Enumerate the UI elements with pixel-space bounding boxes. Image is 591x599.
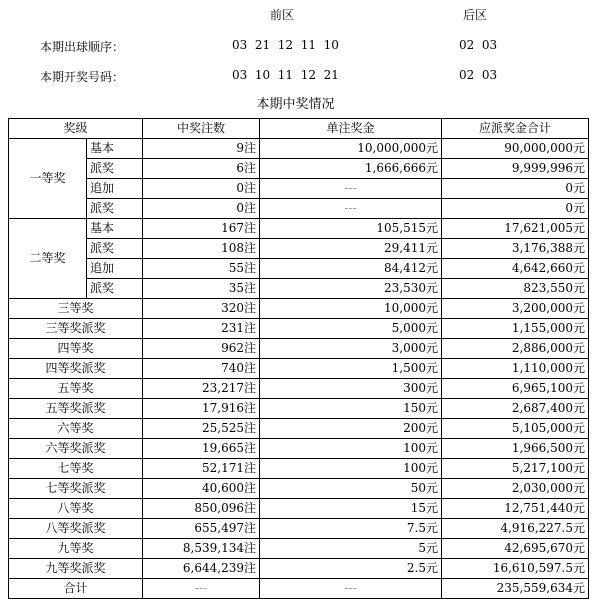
total-prize-cell: 0元 (442, 199, 589, 219)
total-prize-cell: 2,030,000元 (442, 479, 589, 499)
draw-order-front-numbers: 03 21 12 11 10 (232, 38, 339, 52)
table-row (9, 139, 589, 159)
total-label-cell: 合计 (9, 579, 143, 599)
draw-order-back-numbers: 02 03 (459, 38, 498, 52)
total-prize-cell: 2,687,400元 (442, 399, 589, 419)
single-prize-cell: 29,411元 (260, 239, 442, 259)
prize-level-cell: 四等奖派奖 (9, 359, 143, 379)
winner-count-cell: 167注 (143, 219, 260, 239)
prize-table-header-row (9, 119, 589, 139)
total-prize-cell: 3,176,388元 (442, 239, 589, 259)
table-row (9, 159, 589, 179)
table-row (9, 539, 589, 559)
winner-count-cell: 23,217注 (143, 379, 260, 399)
single-prize-cell: 105,515元 (260, 219, 442, 239)
table-row (9, 399, 589, 419)
column-header-count: 中奖注数 (143, 119, 260, 139)
single-prize-cell: 200元 (260, 419, 442, 439)
winning-front-numbers: 03 10 11 12 21 (232, 68, 339, 82)
total-prize-cell: 5,217,100元 (442, 459, 589, 479)
prize-level-cell: 七等奖派奖 (9, 479, 143, 499)
prize-sublevel-cell: 基本 (87, 219, 143, 239)
winner-count-cell: 655,497注 (143, 519, 260, 539)
prize-sublevel-cell: 追加 (87, 179, 143, 199)
total-prize-cell: 17,621,005元 (442, 219, 589, 239)
prize-sublevel-cell: 基本 (87, 139, 143, 159)
total-prize-cell: 16,610,597.5元 (442, 559, 589, 579)
total-prize-cell: 90,000,000元 (442, 139, 589, 159)
total-prize-cell: 42,695,670元 (442, 539, 589, 559)
column-header-total: 应派奖金合计 (442, 119, 589, 139)
winner-count-cell: 231注 (143, 319, 260, 339)
front-zone-label: 前区 (270, 8, 295, 22)
table-row (9, 299, 589, 319)
prize-level-cell: 三等奖派奖 (9, 319, 143, 339)
winner-count-cell: 0注 (143, 199, 260, 219)
prize-level-cell: 七等奖 (9, 459, 143, 479)
total-prize-cell: 3,200,000元 (442, 299, 589, 319)
winning-back-numbers: 02 03 (459, 68, 498, 82)
single-prize-cell: 2.5元 (260, 559, 442, 579)
column-header-prize: 单注奖金 (260, 119, 442, 139)
single-prize-cell: 23,530元 (260, 279, 442, 299)
winner-count-cell: 6,644,239注 (143, 559, 260, 579)
prize-level-cell: 九等奖派奖 (9, 559, 143, 579)
table-row (9, 279, 589, 299)
prize-sublevel-cell: 派奖 (87, 239, 143, 259)
prize-sublevel-cell: 派奖 (87, 279, 143, 299)
single-prize-cell: 10,000,000元 (260, 139, 442, 159)
table-row (9, 559, 589, 579)
prize-level-cell: 一等奖 (9, 139, 87, 219)
table-row (9, 259, 589, 279)
single-prize-cell: 300元 (260, 379, 442, 399)
single-prize-cell: 150元 (260, 399, 442, 419)
table-row (9, 379, 589, 399)
winner-count-cell: 25,525注 (143, 419, 260, 439)
prize-level-cell: 五等奖派奖 (9, 399, 143, 419)
single-prize-cell: --- (260, 579, 442, 599)
table-row (9, 419, 589, 439)
table-row (9, 499, 589, 519)
total-prize-cell: 4,642,660元 (442, 259, 589, 279)
total-row (9, 579, 589, 599)
total-prize-cell: 5,105,000元 (442, 419, 589, 439)
total-prize-cell: 1,155,000元 (442, 319, 589, 339)
winner-count-cell: 8,539,134注 (143, 539, 260, 559)
prize-level-cell: 二等奖 (9, 219, 87, 299)
winner-count-cell: 19,665注 (143, 439, 260, 459)
total-prize-cell: 1,110,000元 (442, 359, 589, 379)
single-prize-cell: 1,500元 (260, 359, 442, 379)
winner-count-cell: 52,171注 (143, 459, 260, 479)
single-prize-cell: 100元 (260, 439, 442, 459)
single-prize-cell: 15元 (260, 499, 442, 519)
prize-sublevel-cell: 派奖 (87, 159, 143, 179)
single-prize-cell: 50元 (260, 479, 442, 499)
winner-count-cell: 9注 (143, 139, 260, 159)
prize-level-cell: 六等奖 (9, 419, 143, 439)
total-prize-cell: 4,916,227.5元 (442, 519, 589, 539)
back-zone-label: 后区 (463, 8, 488, 22)
table-row (9, 519, 589, 539)
single-prize-cell: 100元 (260, 459, 442, 479)
single-prize-cell: 7.5元 (260, 519, 442, 539)
table-row (9, 199, 589, 219)
table-row (9, 359, 589, 379)
total-prize-cell: 9,999,996元 (442, 159, 589, 179)
table-row (9, 319, 589, 339)
winner-count-cell: 40,600注 (143, 479, 260, 499)
single-prize-cell: 3,000元 (260, 339, 442, 359)
single-prize-cell: 5,000元 (260, 319, 442, 339)
table-row (9, 219, 589, 239)
table-row (9, 439, 589, 459)
single-prize-cell: --- (260, 199, 442, 219)
winner-count-cell: 850,096注 (143, 499, 260, 519)
winner-count-cell: 962注 (143, 339, 260, 359)
winner-count-cell: 740注 (143, 359, 260, 379)
prize-table-caption: 本期中奖情况 (256, 97, 335, 112)
total-prize-cell: 12,751,440元 (442, 499, 589, 519)
prize-level-cell: 六等奖派奖 (9, 439, 143, 459)
prize-sublevel-cell: 派奖 (87, 199, 143, 219)
winner-count-cell: 55注 (143, 259, 260, 279)
prize-table-body (9, 139, 589, 599)
winner-count-cell: 17,916注 (143, 399, 260, 419)
single-prize-cell: 10,000元 (260, 299, 442, 319)
winner-count-cell: 320注 (143, 299, 260, 319)
table-row (9, 239, 589, 259)
total-prize-cell: 1,966,500元 (442, 439, 589, 459)
prize-level-cell: 八等奖 (9, 499, 143, 519)
single-prize-cell: 84,412元 (260, 259, 442, 279)
prize-level-cell: 八等奖派奖 (9, 519, 143, 539)
total-prize-cell: 0元 (442, 179, 589, 199)
table-row (9, 339, 589, 359)
winner-count-cell: 6注 (143, 159, 260, 179)
winner-count-cell: --- (143, 579, 260, 599)
prize-level-cell: 九等奖 (9, 539, 143, 559)
table-row (9, 479, 589, 499)
total-prize-cell: 235,559,634元 (442, 579, 589, 599)
prize-table (8, 118, 589, 599)
winner-count-cell: 0注 (143, 179, 260, 199)
total-prize-cell: 2,886,000元 (442, 339, 589, 359)
prize-level-cell: 四等奖 (9, 339, 143, 359)
single-prize-cell: 5元 (260, 539, 442, 559)
draw-order-label: 本期出球顺序： (40, 40, 125, 54)
winning-numbers-label: 本期开奖号码： (40, 70, 125, 84)
winner-count-cell: 108注 (143, 239, 260, 259)
total-prize-cell: 823,550元 (442, 279, 589, 299)
table-row (9, 459, 589, 479)
table-row (9, 179, 589, 199)
prize-level-cell: 五等奖 (9, 379, 143, 399)
total-prize-cell: 6,965,100元 (442, 379, 589, 399)
single-prize-cell: --- (260, 179, 442, 199)
single-prize-cell: 1,666,666元 (260, 159, 442, 179)
prize-level-cell: 三等奖 (9, 299, 143, 319)
prize-sublevel-cell: 追加 (87, 259, 143, 279)
column-header-level: 奖级 (9, 119, 143, 139)
winner-count-cell: 35注 (143, 279, 260, 299)
